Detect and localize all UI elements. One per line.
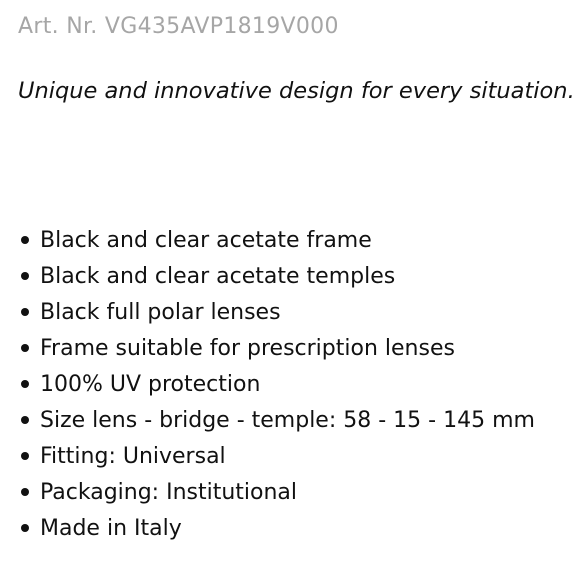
feature-list	[18, 222, 535, 546]
feature-item-frame	[18, 222, 535, 258]
feature-label: Black and clear acetate temples	[40, 263, 396, 289]
feature-item-fitting	[18, 438, 535, 474]
feature-item-packaging	[18, 474, 535, 510]
feature-label: Black and clear acetate frame	[40, 227, 372, 253]
feature-label: Fitting: Universal	[40, 443, 226, 469]
feature-item-prescription	[18, 330, 535, 366]
bullet-icon	[21, 380, 29, 388]
feature-label: Black full polar lenses	[40, 299, 281, 325]
feature-item-uv-protection	[18, 366, 535, 402]
feature-label: Packaging: Institutional	[40, 479, 298, 505]
article-number: Art. Nr. VG435AVP1819V000	[18, 14, 339, 39]
bullet-icon	[21, 488, 29, 496]
bullet-icon	[21, 272, 29, 280]
feature-item-lenses	[18, 294, 535, 330]
feature-item-temples	[18, 258, 535, 294]
bullet-icon	[21, 308, 29, 316]
bullet-icon	[21, 524, 29, 532]
feature-label: 100% UV protection	[40, 371, 261, 397]
feature-item-size	[18, 402, 535, 438]
feature-label: Made in Italy	[40, 515, 182, 541]
feature-label: Size lens - bridge - temple: 58 - 15 - 145 mm	[40, 407, 535, 433]
feature-label: Frame suitable for prescription lenses	[40, 335, 455, 361]
bullet-icon	[21, 236, 29, 244]
feature-item-origin	[18, 510, 535, 546]
bullet-icon	[21, 416, 29, 424]
bullet-icon	[21, 452, 29, 460]
product-tagline: Unique and innovative design for every situation.	[18, 78, 575, 104]
bullet-icon	[21, 344, 29, 352]
